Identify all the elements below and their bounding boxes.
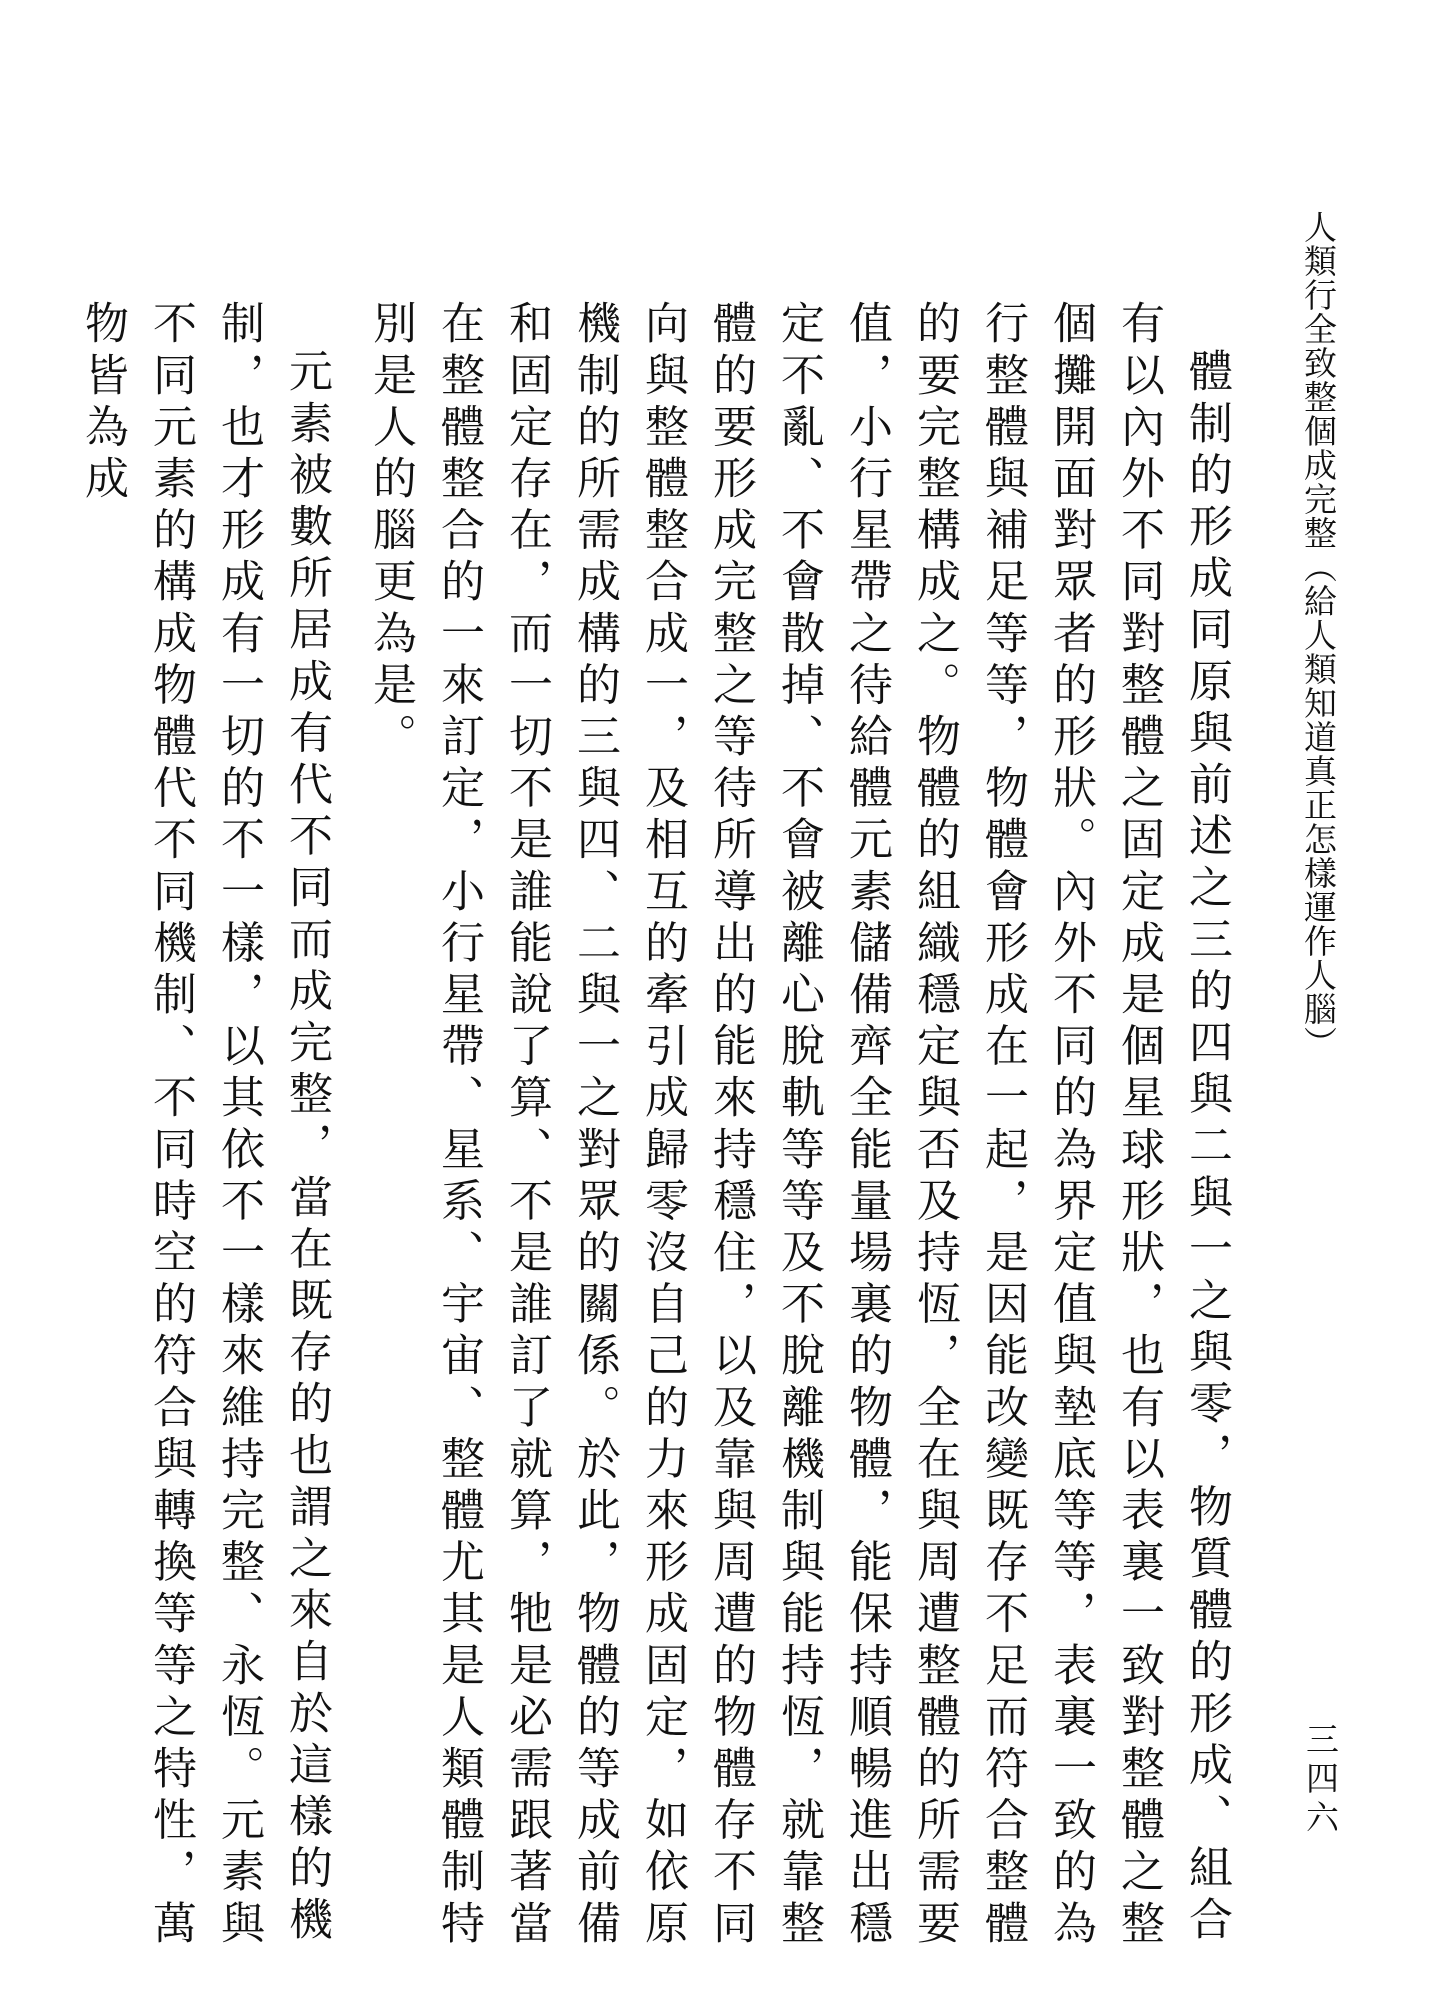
page-number: 三四六 [1301,1722,1340,1839]
paragraph-2: 元素被數所居成有代不同而成完整，當在既存的也謂之來自於這樣的機制，也才形成有一切的不一樣，以其依不一樣來維持完整、永恆。元素與不同元素的構成物體代不同機制、不同時空的符合與轉換等等之特性，萬物皆為成 [77,300,332,1952]
main-text-block [68,300,1240,1980]
running-header-title: 人類行全致整個成完整（給人類知道真正怎樣運作人腦） [1299,210,1338,1060]
paragraph-1: 體制的形成同原與前述之三的四與二與一之與零，物質體的形成、組合有以內外不同對整體之固定成是個星球形狀，也有以表裏一致對整體之整個攤開面對眾者的形狀。內外不同的為界定值與墊底等等，表裏一致的為行整體與補足等等，物體會形成在一起，是因能改變既存不足而符合整體的要完整構成之。物體的組織穩定與否及持恆，全在與周遭整體的所需要值，小行星帶之待給體元素儲備齊全能量場裏的物體，能保持順暢進出穩定不亂、不會散掉、不會被離心脫軌等等及不脫離機制與能持恆，就靠整體的要形成完整之等待所導出的能來持穩住，以及靠與周遭的物體存不同向與整體整合成一，及相互的牽引成歸零沒自己的力來形成固定，如依原機制的所需成構的三與四、二與一之對眾的關係。於此，物體的等成前備和固定存在，而一切不是誰能說了算、不是誰訂了就算，牠是必需跟著當在整體整合的一來訂定，小行星帶、星系、宇宙、整體尤其是人類體制特別是人的腦更為是。 [365,300,1232,1952]
